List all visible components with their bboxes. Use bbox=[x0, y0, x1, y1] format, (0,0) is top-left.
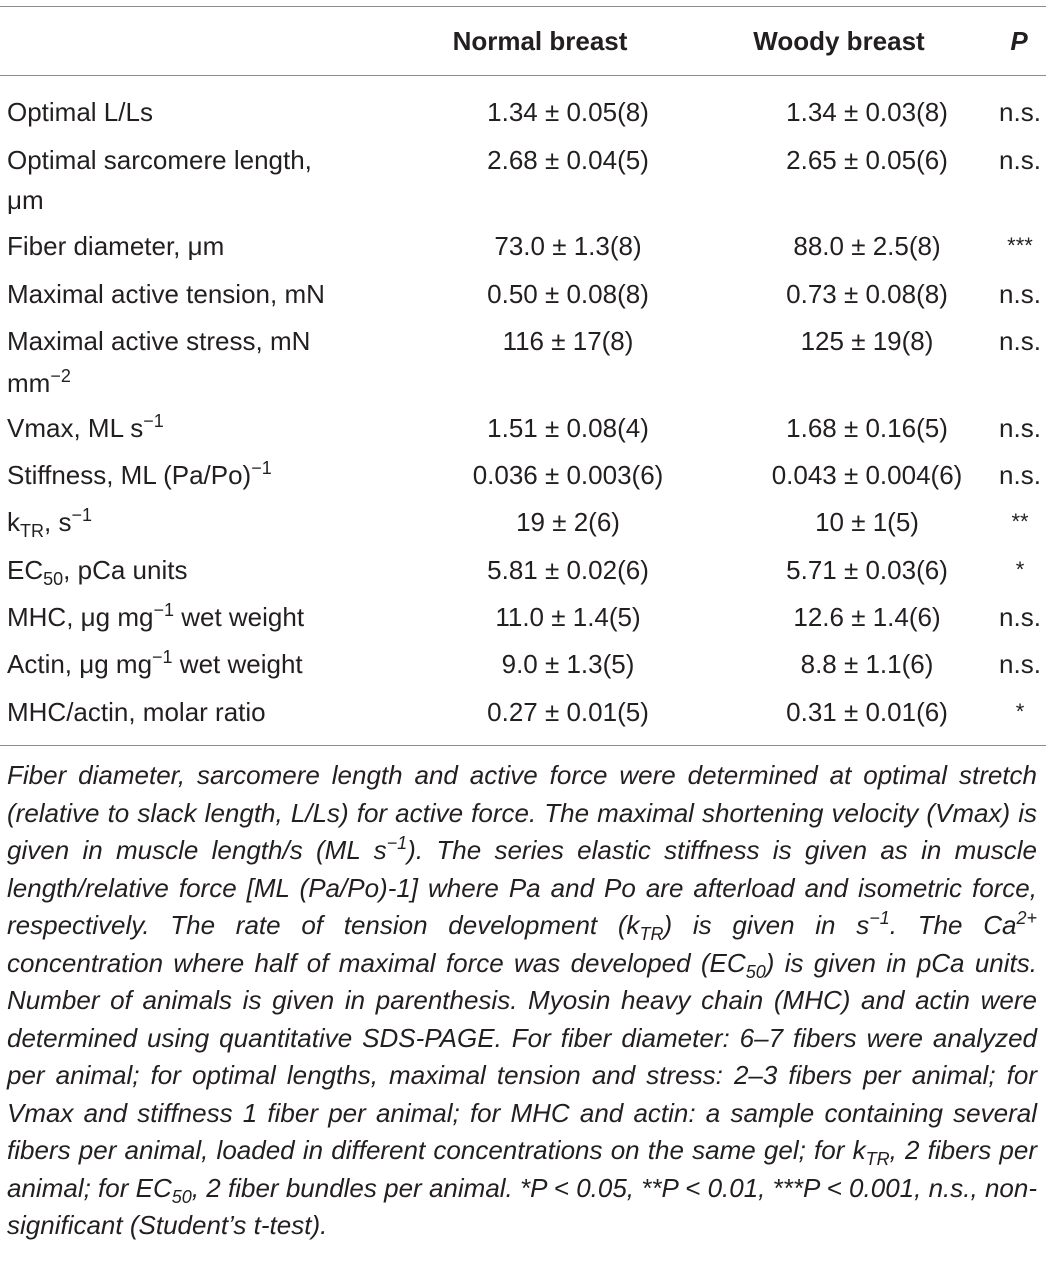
row-label: Maximal active stress, mN bbox=[7, 326, 311, 356]
row-label-continued: μm bbox=[7, 185, 44, 215]
p-value: n.s. bbox=[999, 279, 1041, 309]
row-label: MHC/actin, molar ratio bbox=[7, 697, 266, 727]
normal-value: 11.0 ± 1.4(5) bbox=[495, 602, 641, 632]
row-label-continued: $mm^{-2}$ bbox=[7, 366, 71, 398]
normal-value: 73.0 ± 1.3(8) bbox=[494, 231, 642, 261]
normal-value: 0.27 ± 0.01(5) bbox=[487, 697, 649, 727]
woody-value: 88.0 ± 2.5(8) bbox=[793, 231, 941, 261]
header-woody-breast: Woody breast bbox=[753, 26, 925, 56]
woody-value: 0.73 ± 0.08(8) bbox=[786, 279, 948, 309]
p-value: n.s. bbox=[999, 649, 1041, 679]
woody-value: 12.6 ± 1.4(6) bbox=[793, 602, 941, 632]
p-value: * bbox=[1015, 557, 1025, 582]
woody-value: 1.68 ± 0.16(5) bbox=[786, 413, 948, 443]
woody-value: 10 ± 1(5) bbox=[815, 507, 919, 537]
woody-value: 5.71 ± 0.03(6) bbox=[786, 555, 948, 585]
normal-value: 0.036 ± 0.003(6) bbox=[472, 460, 664, 490]
p-value: ** bbox=[1011, 509, 1029, 534]
row-label: Maximal active tension, mN bbox=[7, 279, 325, 309]
row-label: Vmax, ML $s^{-1}$ bbox=[7, 411, 164, 443]
header-p-value: P bbox=[1010, 26, 1028, 56]
row-label: Actin, μg $mg^{-1}$ wet weight bbox=[7, 647, 303, 679]
p-value: n.s. bbox=[999, 413, 1041, 443]
woody-value: 0.31 ± 0.01(6) bbox=[786, 697, 948, 727]
normal-value: 0.50 ± 0.08(8) bbox=[487, 279, 649, 309]
normal-value: 1.51 ± 0.08(4) bbox=[487, 413, 649, 443]
woody-value: 125 ± 19(8) bbox=[800, 326, 934, 356]
row-label: Optimal sarcomere length, bbox=[7, 145, 312, 175]
normal-value: 19 ± 2(6) bbox=[516, 507, 620, 537]
p-value: n.s. bbox=[999, 602, 1041, 632]
normal-value: 2.68 ± 0.04(5) bbox=[487, 145, 649, 175]
p-value: * bbox=[1015, 699, 1025, 724]
woody-value: 1.34 ± 0.03(8) bbox=[786, 97, 948, 127]
p-value: n.s. bbox=[999, 97, 1041, 127]
row-label: Optimal L/Ls bbox=[7, 97, 153, 127]
row-label: Fiber diameter, μm bbox=[7, 231, 225, 261]
table-top-rule bbox=[0, 6, 1046, 7]
header-normal-breast: Normal breast bbox=[452, 26, 628, 56]
normal-value: 5.81 ± 0.02(6) bbox=[487, 555, 649, 585]
row-label: MHC, μg $mg^{-1}$ wet weight bbox=[7, 600, 305, 632]
table-footnote: Fiber diameter, sarcomere length and active force were determined at optimal stretch (relative to slack length, L/Ls) for active force. The maximal shortening velocity (Vmax) is given in muscle length/s (ML $s^{-1}$). The series elastic stiffness is given as in muscle length/relative force [ML (Pa/Po)-1] where Pa and Po are afterload and isometric force, respectively. The rate of tension development $(k_{TR})$ is given in $s^{-1}$. The $Ca^{2+}$ concentration where half of maximal force was developed $(EC_{50})$ is given in pCa units. Number of animals is given in parenthesis. Myosin heavy chain (MHC) and actin were determined using quantitative SDS-PAGE. For fiber diameter: 6–7 fibers were analyzed per animal; for optimal lengths, maximal tension and stress: 2–3 fibers per animal; for Vmax and stiffness 1 fiber per animal; for MHC and actin: a sample containing several fibers per animal, loaded in different concentrations on the same gel; for $k_{TR}$, 2 fibers per animal; for $EC_{50}$, 2 fiber bundles per animal. *P < 0.05, **P < 0.01, ***P < 0.001, n.s., non-significant (Student’s t-test). bbox=[7, 760, 1038, 1240]
normal-value: 9.0 ± 1.3(5) bbox=[501, 649, 635, 679]
normal-value: 116 ± 17(8) bbox=[502, 326, 634, 356]
table-header-rule bbox=[0, 75, 1046, 76]
normal-value: 1.34 ± 0.05(8) bbox=[487, 97, 649, 127]
woody-value: 2.65 ± 0.05(6) bbox=[786, 145, 948, 175]
woody-value: 0.043 ± 0.004(6) bbox=[771, 460, 963, 490]
table-bottom-rule bbox=[0, 745, 1046, 746]
p-value: n.s. bbox=[999, 460, 1041, 490]
row-label: $k_{TR}$, $s^{-1}$ bbox=[7, 505, 92, 541]
row-label: Stiffness, ML $(Pa/Po)^{-1}$ bbox=[7, 458, 272, 490]
row-label: $EC_{50}$, pCa units bbox=[7, 555, 188, 589]
p-value: n.s. bbox=[999, 145, 1041, 175]
woody-value: 8.8 ± 1.1(6) bbox=[800, 649, 934, 679]
p-value: n.s. bbox=[999, 326, 1041, 356]
p-value: *** bbox=[1007, 233, 1033, 258]
